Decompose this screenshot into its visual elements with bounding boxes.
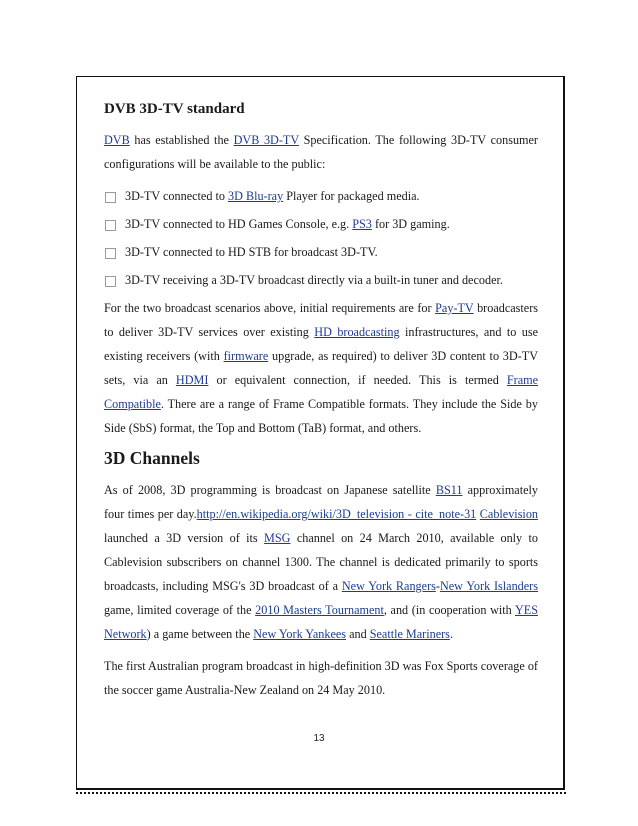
- text-run: channel on 24 March 2010, available only to Cablevision subscribers on channel 1300. The channel is dedicated primarily to sports broadcasts, including MSG's 3D broadcast of a: [104, 531, 538, 593]
- text-run: 3D-TV connected to: [125, 189, 228, 203]
- bullet-item: [104, 268, 538, 292]
- hyperlink[interactable]: 2010 Masters Tournament: [255, 603, 384, 617]
- bullet-text: [125, 212, 450, 236]
- text-run: 3D-TV receiving a 3D-TV broadcast directly via a built-in tuner and decoder.: [125, 273, 503, 287]
- hyperlink[interactable]: DVB 3D-TV: [233, 133, 299, 147]
- bullet-box-icon: [105, 248, 116, 259]
- australia-paragraph: [104, 654, 538, 702]
- bullet-list: [104, 184, 538, 292]
- text-run: ) a game between the: [146, 627, 254, 641]
- text-run: For the two broadcast scenarios above, initial requirements are for: [104, 301, 436, 315]
- document-body: [104, 96, 538, 710]
- hyperlink[interactable]: HD broadcasting: [314, 325, 400, 339]
- hyperlink[interactable]: New York Islanders: [439, 579, 538, 593]
- text-run: game, limited coverage of the: [104, 603, 256, 617]
- hyperlink[interactable]: YES Network: [104, 603, 538, 641]
- page-number: 13: [313, 733, 325, 744]
- text-run: -: [435, 579, 440, 593]
- hyperlink[interactable]: Seattle Mariners: [369, 627, 450, 641]
- hyperlink[interactable]: HDMI: [175, 373, 209, 387]
- hyperlink[interactable]: BS11: [435, 483, 463, 497]
- hyperlink[interactable]: Frame Compatible: [104, 373, 538, 411]
- text-run: The first Australian program broadcast in high-definition 3D was Fox Sports coverage of the soccer game Australia-New Zealand on 24 May 2010.: [104, 659, 538, 697]
- text-run: has established the: [129, 133, 234, 147]
- bullet-text: [125, 240, 378, 264]
- text-run: , and (in cooperation with: [383, 603, 515, 617]
- text-run: approximately four times per day.: [104, 483, 538, 521]
- bullet-item: [104, 184, 538, 208]
- bullet-text: [125, 184, 420, 208]
- text-run: Specification. The following 3D-TV consumer configurations will be available to the public:: [104, 133, 538, 171]
- text-run: launched a 3D version of its: [104, 531, 265, 545]
- hyperlink[interactable]: 3D Blu-ray: [228, 189, 284, 203]
- text-run: . There are a range of Frame Compatible formats. They include the Side by Side (SbS) format, the Top and Bottom (TaB) format, and others.: [104, 397, 538, 435]
- hyperlink[interactable]: PS3: [352, 217, 372, 231]
- text-run: or equivalent connection, if needed. This is termed: [208, 373, 507, 387]
- text-run: and: [346, 627, 370, 641]
- hyperlink[interactable]: MSG: [264, 531, 291, 545]
- hyperlink[interactable]: Cablevision: [479, 507, 539, 521]
- bullet-text: [125, 268, 503, 292]
- bullet-item: [104, 212, 538, 236]
- text-run: As of 2008, 3D programming is broadcast on Japanese satellite: [104, 483, 436, 497]
- hyperlink[interactable]: firmware: [223, 349, 269, 363]
- bullet-item: [104, 240, 538, 264]
- hyperlink[interactable]: http://en.wikipedia.org/wiki/3D_television - cite_note-31: [196, 507, 477, 521]
- section-heading-dvb: DVB 3D-TV standard: [104, 101, 245, 117]
- section-heading-3d-channels: 3D Channels: [104, 448, 200, 468]
- hyperlink[interactable]: New York Rangers: [341, 579, 436, 593]
- text-run: .: [449, 627, 453, 641]
- text-run: broadcasters to deliver 3D-TV services over existing: [104, 301, 538, 339]
- hyperlink[interactable]: DVB: [104, 133, 130, 147]
- bullet-box-icon: [105, 192, 116, 203]
- text-run: infrastructures, and to use existing receivers (with: [104, 325, 539, 363]
- intro-paragraph: [104, 128, 538, 176]
- channels-paragraph: [104, 478, 538, 646]
- hyperlink[interactable]: Pay-TV: [435, 301, 474, 315]
- text-run: 3D-TV connected to HD STB for broadcast 3D-TV.: [125, 245, 378, 259]
- frame-compatible-paragraph: [104, 296, 538, 440]
- hyperlink[interactable]: New York Yankees: [253, 627, 347, 641]
- text-run: Player for packaged media.: [283, 189, 420, 203]
- bullet-box-icon: [105, 276, 116, 287]
- text-run: upgrade, as required) to deliver 3D content to 3D-TV sets, via an: [104, 349, 538, 387]
- text-run: 3D-TV connected to HD Games Console, e.g.: [125, 217, 353, 231]
- bullet-box-icon: [105, 220, 116, 231]
- text-run: for 3D gaming.: [371, 217, 450, 231]
